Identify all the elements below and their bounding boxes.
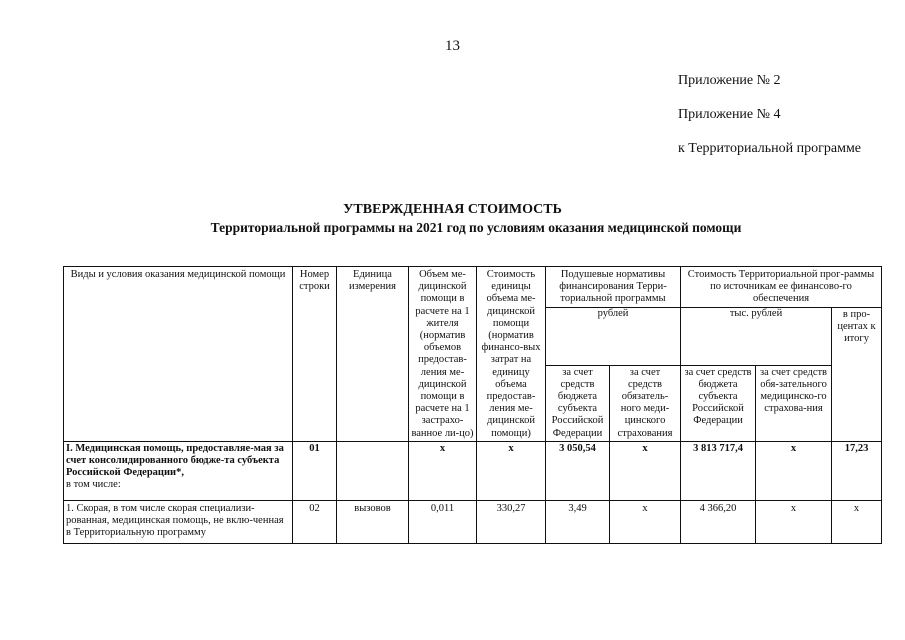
row-volume: 0,011 [409, 500, 477, 543]
appendix-line: Приложение № 4 [678, 107, 781, 122]
header-volume: Объем ме-дицинской помощи в расчете на 1 жителя (норматив объемов предостав-ления ме-дицинской помощи в расчете на 1 застрахо-ванное ли-цо) [409, 267, 477, 442]
header-types: Виды и условия оказания медицинской помощи [64, 267, 293, 442]
row-cost-budget: 3 813 717,4 [681, 441, 756, 500]
row-cost-oms: х [756, 441, 832, 500]
appendix-line: к Территориальной программе [678, 141, 862, 156]
row-description-suffix: в том числе: [66, 479, 121, 491]
row-cost-budget: 4 366,20 [681, 500, 756, 543]
row-per-capita-budget: 3,49 [546, 500, 610, 543]
header-percent-total: в про-центах к итогу [832, 307, 882, 441]
header-per-capita-group: Подушевые нормативы финансирования Терри-ториальной программы [546, 267, 681, 308]
header-unit: Единица измерения [337, 267, 409, 442]
row-number: 02 [293, 500, 337, 543]
page-number: 13 [445, 38, 460, 54]
header-program-cost-group: Стоимость Территориальной прог-раммы по источникам ее финансово-го обеспечения [681, 267, 882, 308]
row-percent: х [832, 500, 882, 543]
header-oms-funds-2: за счет средств обя-зательного медицинско-го страхова-ния [756, 365, 832, 441]
row-percent: 17,23 [832, 441, 882, 500]
row-description [64, 441, 293, 500]
row-per-capita-oms: х [610, 500, 681, 543]
row-per-capita-budget: 3 050,54 [546, 441, 610, 500]
header-per-capita-unit: рублей [546, 307, 681, 365]
header-budget-funds-2: за счет средств бюджета субъекта Российской Федерации [681, 365, 756, 441]
row-number: 01 [293, 441, 337, 500]
table-row [64, 500, 882, 543]
row-description-text: I. Медицинская помощь, предоставляе-мая за счет консолидированного бюдже-та субъекта Российской Федерации*, [66, 442, 284, 479]
row-volume: х [409, 441, 477, 500]
table-row [64, 441, 882, 500]
header-unit-cost: Стоимость единицы объема ме-дицинской помощи (норматив финансо-вых затрат на единицу объема предостав-ления ме-дицинской помощи) [477, 267, 546, 442]
row-cost-oms: х [756, 500, 832, 543]
cost-table [63, 266, 882, 544]
header-program-cost-unit: тыс. рублей [681, 307, 832, 365]
document-subtitle: Территориальной программы на 2021 год по условиям оказания медицинской помощи [210, 220, 742, 235]
row-unit [337, 441, 409, 500]
appendix-line: Приложение № 2 [678, 73, 781, 88]
row-unit-cost: х [477, 441, 546, 500]
header-budget-funds: за счет средств бюджета субъекта Российской Федерации [546, 365, 610, 441]
row-description: 1. Скорая, в том числе скорая специализи-рованная, медицинская помощь, не вклю-ченная в Территориальную программу [64, 500, 293, 543]
table-header-row [64, 267, 882, 308]
document-title: УТВЕРЖДЕННАЯ СТОИМОСТЬ [343, 202, 562, 217]
header-oms-funds: за счет средств обязатель-ного меди-цинского страхования [610, 365, 681, 441]
row-unit: вызовов [337, 500, 409, 543]
row-unit-cost: 330,27 [477, 500, 546, 543]
row-per-capita-oms: х [610, 441, 681, 500]
header-row-number: Номер строки [293, 267, 337, 442]
